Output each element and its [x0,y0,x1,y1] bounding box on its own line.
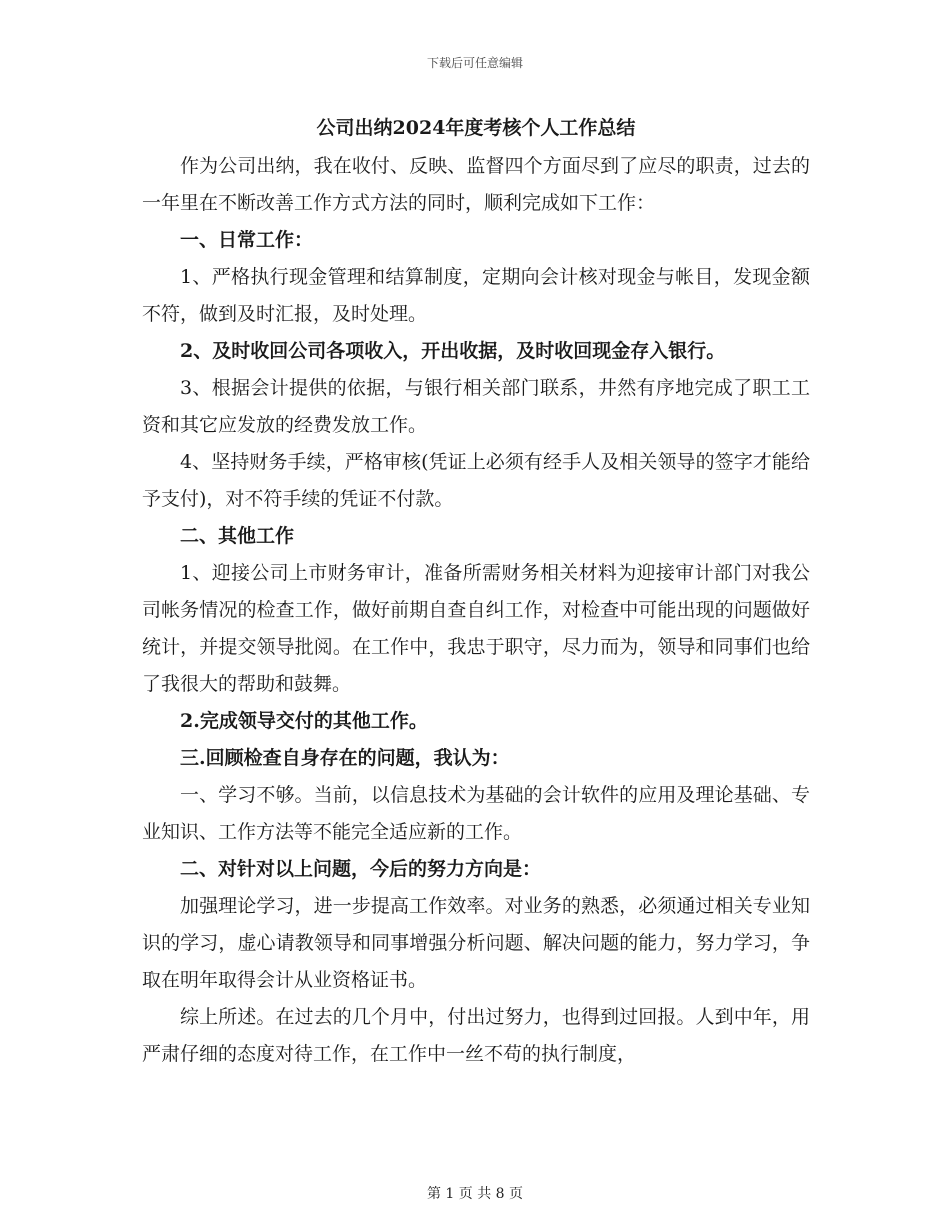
section-heading: 一、日常工作： [180,229,314,251]
paragraph: 1、严格执行现金管理和结算制度，定期向会计核对现金与帐目，发现金额不符，做到及时汇报，及时处理。 [142,266,810,325]
document-title: 公司出纳2024年度考核个人工作总结 [316,117,636,139]
paragraph-list [142,148,810,1073]
section-heading: 二、对针对以上问题，今后的努力方向是： [180,858,542,880]
document-body [142,114,810,1073]
section-heading: 三.回顾检查自身存在的问题，我认为： [180,747,510,769]
paragraph: 3、根据会计提供的依据，与银行相关部门联系，井然有序地完成了职工工资和其它应发放的经费发放工作。 [142,377,810,436]
paragraph: 1、迎接公司上市财务审计，准备所需财务相关材料为迎接审计部门对我公司帐务情况的检查工作，做好前期自查自纠工作，对检查中可能出现的问题做好统计，并提交领导批阅。在工作中，我忠于职守，尽力而为，领导和同事们也给了我很大的帮助和鼓舞。 [142,562,810,695]
paragraph: 加强理论学习，进一步提高工作效率。对业务的熟悉，必须通过相关专业知识的学习，虚心请教领导和同事增强分析问题、解决问题的能力，努力学习，争取在明年取得会计从业资格证书。 [142,895,810,991]
paragraph: 综上所述。在过去的几个月中，付出过努力，也得到过回报。人到中年，用严肃仔细的态度对待工作，在工作中一丝不苟的执行制度， [142,1006,810,1065]
section-heading: 二、其他工作 [180,525,295,547]
paragraph: 4、坚持财务手续，严格审核(凭证上必须有经手人及相关领导的签字才能给予支付)，对不符手续的凭证不付款。 [142,451,810,510]
section-heading: 2、及时收回公司各项收入，开出收据，及时收回现金存入银行。 [180,340,726,362]
page-indicator: 第 1 页 共 8 页 [426,1186,524,1202]
section-heading: 2.完成领导交付的其他工作。 [180,710,428,732]
header-note: 下载后可任意编辑 [426,56,523,70]
paragraph: 作为公司出纳，我在收付、反映、监督四个方面尽到了应尽的职责，过去的一年里在不断改善工作方式方法的同时，顺利完成如下工作： [142,155,810,214]
paragraph: 一、学习不够。当前，以信息技术为基础的会计软件的应用及理论基础、专业知识、工作方法等不能完全适应新的工作。 [142,784,810,843]
